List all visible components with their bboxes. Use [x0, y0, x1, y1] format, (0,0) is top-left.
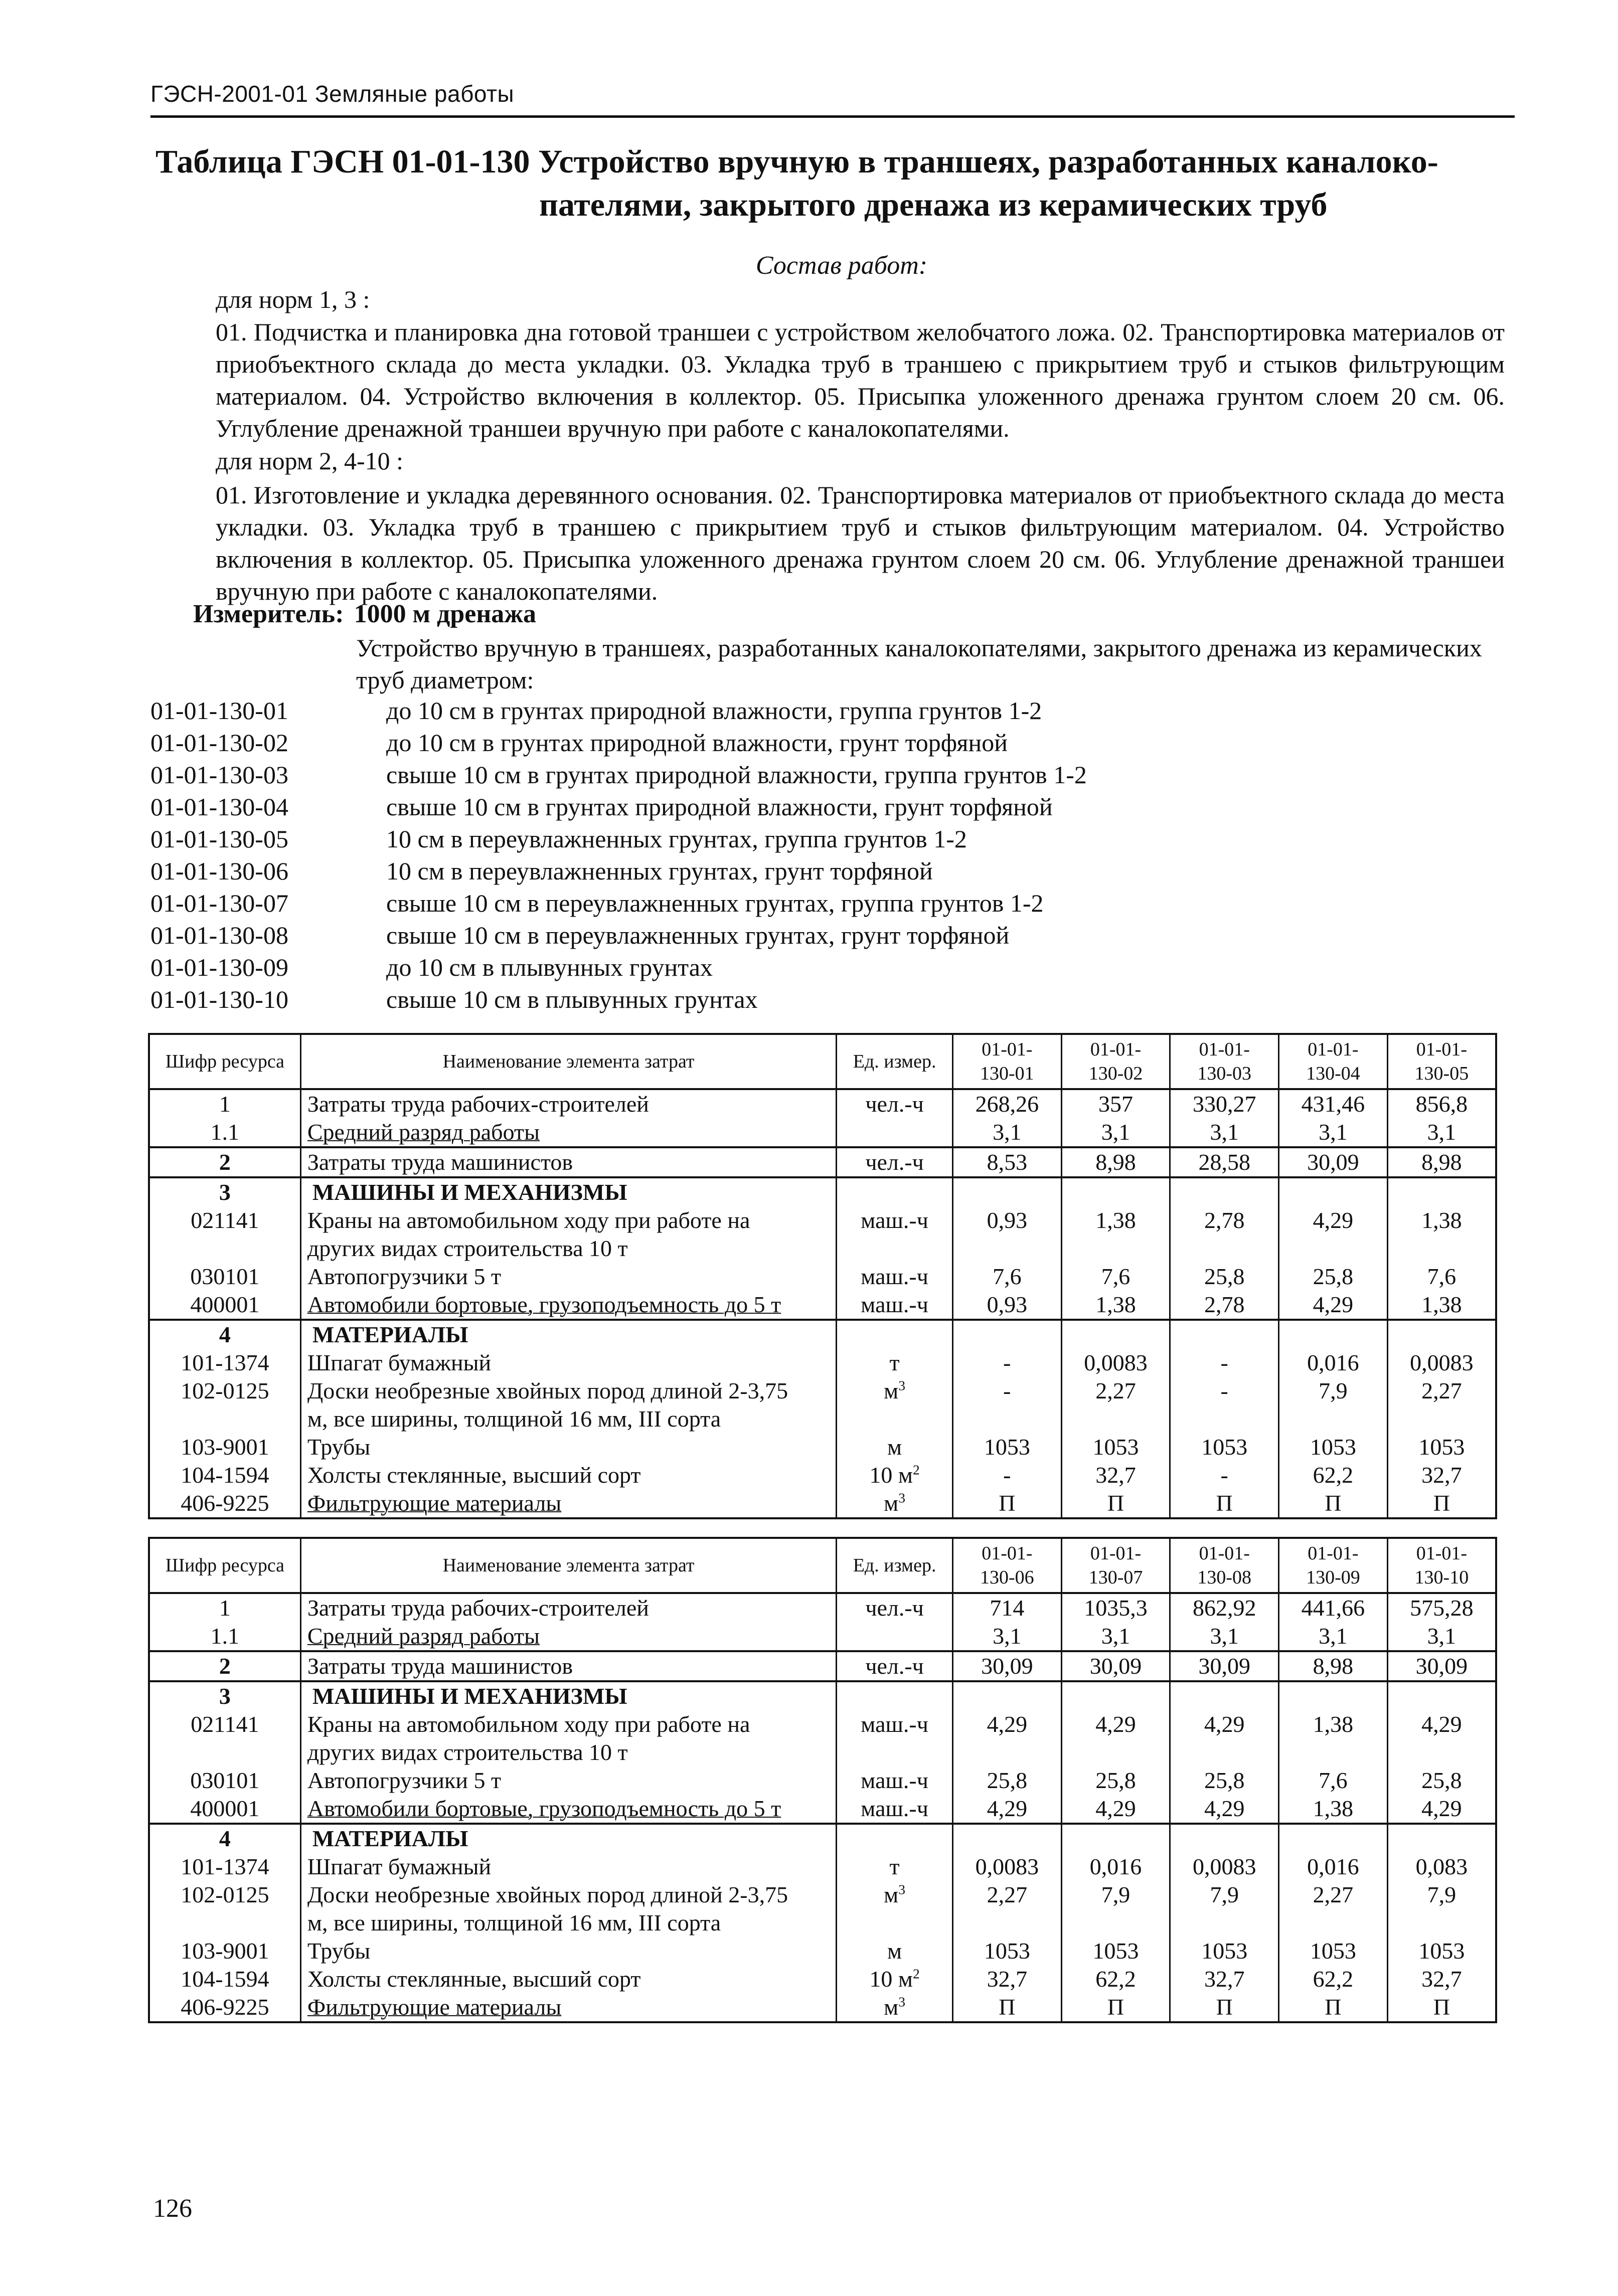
row-value: 2,27	[1279, 1881, 1388, 1937]
row-code: 030101	[149, 1263, 300, 1291]
row-name: Затраты труда рабочих-строителей	[300, 1593, 836, 1622]
row-value: 8,98	[1387, 1147, 1496, 1177]
norm-code: 01-01-130-02	[150, 729, 288, 757]
row-code: 021141	[149, 1206, 300, 1263]
col-header-unit: Ед. измер.	[837, 1538, 953, 1593]
norm-code: 01-01-130-07	[150, 889, 288, 917]
row-value: 268,26	[953, 1089, 1062, 1118]
row-value: -	[953, 1349, 1062, 1377]
title-line-2: пателями, закрытого дренажа из керамических труб	[539, 187, 1328, 223]
col-header-name: Наименование элемента затрат	[300, 1538, 836, 1593]
norms-intro: Устройство вручную в траншеях, разработанных каналокопателями, закрытого дренажа из керамических труб диаметром:	[356, 634, 1482, 694]
row-value: 32,7	[1387, 1965, 1496, 1993]
row-unit: чел.-ч	[837, 1147, 953, 1177]
col-header-name: Наименование элемента затрат	[300, 1034, 836, 1089]
row-value: 25,8	[1170, 1263, 1279, 1291]
row-name: Доски необрезные хвойных пород длиной 2-3,75 м, все ширины, толщиной 16 мм, III сорта	[300, 1377, 836, 1433]
row-unit: 10 $м^2$	[837, 1461, 953, 1489]
row-value: 3,1	[1061, 1118, 1170, 1147]
row-value: 7,6	[1279, 1767, 1388, 1795]
row-unit	[837, 1622, 953, 1651]
row-name: Шпагат бумажный	[300, 1349, 836, 1377]
table-row	[149, 1089, 1496, 1118]
table-row	[149, 1377, 1496, 1433]
row-value: 3,1	[953, 1622, 1062, 1651]
row-value: 30,09	[1279, 1147, 1388, 1177]
row-value: 32,7	[1170, 1965, 1279, 1993]
row-name: Автомобили бортовые, грузоподъемность до 5 т	[300, 1795, 836, 1824]
row-code: 406-9225	[149, 1993, 300, 2022]
norm-desc: свыше 10 см в переувлажненных грунтах, грунт торфяной	[386, 921, 1010, 949]
norm-code-row	[150, 983, 1087, 1015]
norm-group-1-text: 01. Подчистка и планировка дна готовой траншеи с устройством желобчатого ложа. 02. Транспортировка материалов от приобъектного склада до места укладки. 03. Укладка труб в траншею с прикрытием труб и стыков фильтрующим материалом. 04. Устройство включения в коллектор. 05. Присыпка уложенного дренажа грунтом слоем 20 см. 06. Углубление дренажной траншеи вручную при работе с каналокопателями.	[216, 318, 1505, 442]
norm-group-2-text: 01. Изготовление и укладка деревянного основания. 02. Транспортировка материалов от приобъектного склада до места укладки. 03. Укладка труб в траншею с прикрытием труб и стыков фильтрующим материалом. 04. Устройство включения в коллектор. 05. Присыпка уложенного дренажа грунтом слоем 20 см. 06. Углубление дренажной траншеи вручную при работе с каналокопателями.	[216, 481, 1505, 605]
row-value: 1,38	[1279, 1710, 1388, 1767]
norm-code: 01-01-130-09	[150, 953, 288, 981]
norm-group-2-label: для норм 2, 4-10 :	[216, 447, 404, 475]
norm-desc: до 10 см в плывунных грунтах	[386, 953, 713, 981]
norm-code-row	[150, 951, 1087, 983]
row-value: -	[953, 1461, 1062, 1489]
norm-desc: до 10 см в грунтах природной влажности, группа грунтов 1-2	[386, 696, 1042, 725]
row-unit: $м^3$	[837, 1377, 953, 1433]
row-code: 030101	[149, 1767, 300, 1795]
row-value: П	[1387, 1489, 1496, 1518]
row-value: 0,93	[953, 1206, 1062, 1263]
row-name: Автомобили бортовые, грузоподъемность до 5 т	[300, 1291, 836, 1320]
row-value: 4,29	[1279, 1206, 1388, 1263]
row-value: П	[953, 1489, 1062, 1518]
col-header-code: Шифр ресурса	[149, 1034, 300, 1089]
row-value: 856,8	[1387, 1089, 1496, 1118]
norm-code-row	[150, 887, 1087, 919]
norm-code-row	[150, 823, 1087, 855]
table-row	[149, 1461, 1496, 1489]
col-header-norm: 01-01- 130-04	[1279, 1034, 1388, 1089]
row-value: 3,1	[1279, 1118, 1388, 1147]
row-value: 1053	[1279, 1937, 1388, 1965]
row-value: 30,09	[1061, 1651, 1170, 1681]
row-value: 32,7	[1061, 1461, 1170, 1489]
row-value: 1053	[1061, 1937, 1170, 1965]
row-name: Затраты труда машинистов	[300, 1147, 836, 1177]
row-value: 3,1	[1170, 1118, 1279, 1147]
work-composition-heading: Состав работ:	[755, 251, 928, 280]
row-value: П	[1279, 1993, 1388, 2022]
table-row	[149, 1965, 1496, 1993]
row-code: 400001	[149, 1795, 300, 1824]
row-value: П	[1279, 1489, 1388, 1518]
row-value: 1053	[953, 1433, 1062, 1461]
row-code: 101-1374	[149, 1853, 300, 1881]
col-header-norm: 01-01- 130-07	[1061, 1538, 1170, 1593]
norm-desc: свыше 10 см в переувлажненных грунтах, группа грунтов 1-2	[386, 889, 1044, 917]
row-value: 0,93	[953, 1291, 1062, 1320]
meter	[193, 599, 536, 629]
col-header-code: Шифр ресурса	[149, 1538, 300, 1593]
norm-code-row	[150, 919, 1087, 951]
row-value: 7,9	[1170, 1881, 1279, 1937]
norm-desc: свыше 10 см в грунтах природной влажности, грунт торфяной	[386, 793, 1053, 821]
norm-desc: 10 см в переувлажненных грунтах, грунт торфяной	[386, 857, 933, 885]
norm-code: 01-01-130-04	[150, 793, 288, 821]
section-row	[149, 1177, 1496, 1206]
norm-desc: свыше 10 см в плывунных грунтах	[386, 985, 758, 1013]
row-value: 32,7	[953, 1965, 1062, 1993]
table-row	[149, 1349, 1496, 1377]
row-value: П	[1061, 1993, 1170, 2022]
row-name: Фильтрующие материалы	[300, 1489, 836, 1518]
col-header-unit: Ед. измер.	[837, 1034, 953, 1089]
row-value: 28,58	[1170, 1147, 1279, 1177]
row-unit: т	[837, 1853, 953, 1881]
row-unit: м	[837, 1937, 953, 1965]
col-header-norm: 01-01- 130-10	[1387, 1538, 1496, 1593]
row-value: -	[1170, 1377, 1279, 1433]
row-value: 4,29	[1387, 1710, 1496, 1767]
row-value: 0,0083	[1387, 1349, 1496, 1377]
row-name: Холсты стеклянные, высший сорт	[300, 1965, 836, 1993]
row-value: 714	[953, 1593, 1062, 1622]
col-header-norm: 01-01- 130-01	[953, 1034, 1062, 1089]
row-value: 4,29	[1061, 1710, 1170, 1767]
norm-code-row	[150, 727, 1087, 759]
page-number: 126	[153, 2194, 192, 2223]
row-value: П	[1170, 1993, 1279, 2022]
section-title: МАТЕРИАЛЫ	[300, 1824, 836, 1853]
row-code: 104-1594	[149, 1461, 300, 1489]
row-code: 406-9225	[149, 1489, 300, 1518]
table-row	[149, 1795, 1496, 1824]
section-code: 3	[149, 1681, 300, 1710]
running-head: ГЭСН-2001-01 Земляные работы	[150, 81, 515, 107]
row-value: 0,016	[1061, 1853, 1170, 1881]
col-header-norm: 01-01- 130-09	[1279, 1538, 1388, 1593]
row-value: 4,29	[1387, 1795, 1496, 1824]
row-code: 104-1594	[149, 1965, 300, 1993]
table-row	[149, 1993, 1496, 2022]
row-unit: маш.-ч	[837, 1263, 953, 1291]
section-code: 3	[149, 1177, 300, 1206]
norm-code-row	[150, 759, 1087, 791]
section-row	[149, 1320, 1496, 1349]
row-value: 1053	[953, 1937, 1062, 1965]
row-value: 0,016	[1279, 1349, 1388, 1377]
col-header-norm: 01-01- 130-08	[1170, 1538, 1279, 1593]
row-value: 2,78	[1170, 1206, 1279, 1263]
row-value: 8,53	[953, 1147, 1062, 1177]
row-value: 3,1	[1387, 1622, 1496, 1651]
title-line-1: Таблица ГЭСН 01-01-130 Устройство вручную в траншеях, разработанных каналоко-	[155, 143, 1438, 180]
row-value: 1053	[1387, 1937, 1496, 1965]
row-code: 101-1374	[149, 1349, 300, 1377]
row-value: 2,78	[1170, 1291, 1279, 1320]
row-value: 1035,3	[1061, 1593, 1170, 1622]
row-value: 4,29	[953, 1795, 1062, 1824]
table-row	[149, 1881, 1496, 1937]
table-row	[149, 1937, 1496, 1965]
norm-code-row	[150, 791, 1087, 823]
col-header-norm: 01-01- 130-06	[953, 1538, 1062, 1593]
row-value: П	[1387, 1993, 1496, 2022]
table-row	[149, 1291, 1496, 1320]
row-value: П	[953, 1993, 1062, 2022]
header-divider	[150, 115, 1515, 118]
norm-desc: до 10 см в грунтах природной влажности, грунт торфяной	[386, 729, 1008, 757]
row-unit: $м^3$	[837, 1881, 953, 1937]
norm-code: 01-01-130-03	[150, 761, 288, 789]
row-value: 575,28	[1387, 1593, 1496, 1622]
row-code: 021141	[149, 1710, 300, 1767]
row-value: 30,09	[1387, 1651, 1496, 1681]
row-name: Средний разряд работы	[300, 1118, 836, 1147]
row-value: 330,27	[1170, 1089, 1279, 1118]
row-value: 1,38	[1061, 1206, 1170, 1263]
row-name: Фильтрующие материалы	[300, 1993, 836, 2022]
row-unit: 10 $м^2$	[837, 1965, 953, 1993]
row-value: 7,9	[1061, 1881, 1170, 1937]
row-name: Средний разряд работы	[300, 1622, 836, 1651]
row-value: 25,8	[1170, 1767, 1279, 1795]
row-value: 0,0083	[1061, 1349, 1170, 1377]
row-unit: $м^3$	[837, 1993, 953, 2022]
row-name: Затраты труда машинистов	[300, 1651, 836, 1681]
row-value: 4,29	[1279, 1291, 1388, 1320]
norm-code: 01-01-130-01	[150, 696, 288, 725]
norm-desc: 10 см в переувлажненных грунтах, группа грунтов 1-2	[386, 825, 967, 853]
row-value: 25,8	[1387, 1767, 1496, 1795]
row-code: 1.1	[149, 1118, 300, 1147]
table-header-row	[149, 1538, 1496, 1593]
row-value: 3,1	[1387, 1118, 1496, 1147]
row-value: 25,8	[1279, 1263, 1388, 1291]
row-value: П	[1170, 1489, 1279, 1518]
row-unit: чел.-ч	[837, 1089, 953, 1118]
row-value: 1053	[1061, 1433, 1170, 1461]
norm-code-row	[150, 855, 1087, 887]
row-value: 3,1	[1061, 1622, 1170, 1651]
row-code: 103-9001	[149, 1433, 300, 1461]
row-value: 7,6	[953, 1263, 1062, 1291]
row-value: 0,0083	[953, 1853, 1062, 1881]
row-code: 103-9001	[149, 1937, 300, 1965]
row-value: 1,38	[1279, 1795, 1388, 1824]
col-header-norm: 01-01- 130-03	[1170, 1034, 1279, 1089]
row-value: -	[1170, 1461, 1279, 1489]
row-code: 1	[149, 1089, 300, 1118]
row-value: 1053	[1387, 1433, 1496, 1461]
section-row	[149, 1681, 1496, 1710]
section-title: МАТЕРИАЛЫ	[300, 1320, 836, 1349]
row-name: Краны на автомобильном ходу при работе на других видах строительства 10 т	[300, 1710, 836, 1767]
row-value: 3,1	[953, 1118, 1062, 1147]
row-value: 8,98	[1061, 1147, 1170, 1177]
row-value: 441,66	[1279, 1593, 1388, 1622]
row-unit	[837, 1118, 953, 1147]
row-value: 1,38	[1387, 1291, 1496, 1320]
row-value: 0,0083	[1170, 1853, 1279, 1881]
section-row	[149, 1824, 1496, 1853]
row-value: 7,6	[1061, 1263, 1170, 1291]
row-value: 1,38	[1061, 1291, 1170, 1320]
row-name: Трубы	[300, 1433, 836, 1461]
row-value: 862,92	[1170, 1593, 1279, 1622]
resource-table-1	[148, 1033, 1497, 1519]
row-value: 32,7	[1387, 1461, 1496, 1489]
row-unit: маш.-ч	[837, 1710, 953, 1767]
row-value: 2,27	[1387, 1377, 1496, 1433]
row-code: 1.1	[149, 1622, 300, 1651]
row-value: 1,38	[1387, 1206, 1496, 1263]
row-code: 102-0125	[149, 1881, 300, 1937]
row-value: 7,6	[1387, 1263, 1496, 1291]
row-name: Краны на автомобильном ходу при работе на других видах строительства 10 т	[300, 1206, 836, 1263]
row-value: 2,27	[1061, 1377, 1170, 1433]
table-row	[149, 1147, 1496, 1177]
row-unit: $м^3$	[837, 1489, 953, 1518]
row-value: 3,1	[1279, 1622, 1388, 1651]
section-code: 4	[149, 1320, 300, 1349]
row-value: 7,9	[1279, 1377, 1388, 1433]
meter-value: 1000 м дренажа	[354, 600, 536, 628]
row-value: 25,8	[1061, 1767, 1170, 1795]
table-row	[149, 1710, 1496, 1767]
row-value: 357	[1061, 1089, 1170, 1118]
row-code: 102-0125	[149, 1377, 300, 1433]
row-value: 1053	[1170, 1433, 1279, 1461]
row-value: 0,016	[1279, 1853, 1388, 1881]
table-row	[149, 1433, 1496, 1461]
table-row	[149, 1263, 1496, 1291]
row-name: Автопогрузчики 5 т	[300, 1263, 836, 1291]
table-row	[149, 1853, 1496, 1881]
row-value: 25,8	[953, 1767, 1062, 1795]
row-value: 62,2	[1279, 1965, 1388, 1993]
row-value: 7,9	[1387, 1881, 1496, 1937]
row-name: Трубы	[300, 1937, 836, 1965]
section-code: 4	[149, 1824, 300, 1853]
row-unit: т	[837, 1349, 953, 1377]
row-unit: чел.-ч	[837, 1593, 953, 1622]
section-title: МАШИНЫ И МЕХАНИЗМЫ	[300, 1681, 836, 1710]
row-code: 1	[149, 1593, 300, 1622]
row-value: -	[953, 1377, 1062, 1433]
row-value: 4,29	[1170, 1795, 1279, 1824]
row-value: 1053	[1279, 1433, 1388, 1461]
table-row	[149, 1651, 1496, 1681]
resource-table-2	[148, 1537, 1497, 2023]
table-row	[149, 1118, 1496, 1147]
row-value: -	[1170, 1349, 1279, 1377]
norm-code: 01-01-130-10	[150, 985, 288, 1013]
row-unit: чел.-ч	[837, 1651, 953, 1681]
norm-code: 01-01-130-08	[150, 921, 288, 949]
row-code: 400001	[149, 1291, 300, 1320]
row-value: 3,1	[1170, 1622, 1279, 1651]
table-row	[149, 1489, 1496, 1518]
row-value: 2,27	[953, 1881, 1062, 1937]
row-code: 2	[149, 1147, 300, 1177]
row-name: Холсты стеклянные, высший сорт	[300, 1461, 836, 1489]
page-title	[155, 140, 1500, 227]
norm-code-row	[150, 694, 1087, 727]
row-name: Автопогрузчики 5 т	[300, 1767, 836, 1795]
row-unit: маш.-ч	[837, 1291, 953, 1320]
row-name: Шпагат бумажный	[300, 1853, 836, 1881]
row-unit: м	[837, 1433, 953, 1461]
table-row	[149, 1593, 1496, 1622]
row-value: 30,09	[953, 1651, 1062, 1681]
row-value: 4,29	[1170, 1710, 1279, 1767]
norm-code: 01-01-130-06	[150, 857, 288, 885]
row-value: 4,29	[1061, 1795, 1170, 1824]
row-value: 8,98	[1279, 1651, 1388, 1681]
row-value: 431,46	[1279, 1089, 1388, 1118]
row-value: 0,083	[1387, 1853, 1496, 1881]
section-title: МАШИНЫ И МЕХАНИЗМЫ	[300, 1177, 836, 1206]
row-code: 2	[149, 1651, 300, 1681]
norm-desc: свыше 10 см в грунтах природной влажности, группа грунтов 1-2	[386, 761, 1087, 789]
norm-group-1-label: для норм 1, 3 :	[216, 285, 370, 313]
table-row	[149, 1206, 1496, 1263]
row-unit: маш.-ч	[837, 1767, 953, 1795]
row-value: 4,29	[953, 1710, 1062, 1767]
col-header-norm: 01-01- 130-05	[1387, 1034, 1496, 1089]
row-name: Доски необрезные хвойных пород длиной 2-3,75 м, все ширины, толщиной 16 мм, III сорта	[300, 1881, 836, 1937]
table-row	[149, 1767, 1496, 1795]
row-value: 30,09	[1170, 1651, 1279, 1681]
norm-code: 01-01-130-05	[150, 825, 288, 853]
row-value: 1053	[1170, 1937, 1279, 1965]
col-header-norm: 01-01- 130-02	[1061, 1034, 1170, 1089]
meter-label: Измеритель:	[193, 600, 344, 628]
row-value: 62,2	[1279, 1461, 1388, 1489]
row-value: П	[1061, 1489, 1170, 1518]
row-unit: маш.-ч	[837, 1206, 953, 1263]
table-row	[149, 1622, 1496, 1651]
row-value: 62,2	[1061, 1965, 1170, 1993]
row-unit: маш.-ч	[837, 1795, 953, 1824]
row-name: Затраты труда рабочих-строителей	[300, 1089, 836, 1118]
norm-code-list	[150, 694, 1087, 1015]
table-header-row	[149, 1034, 1496, 1089]
